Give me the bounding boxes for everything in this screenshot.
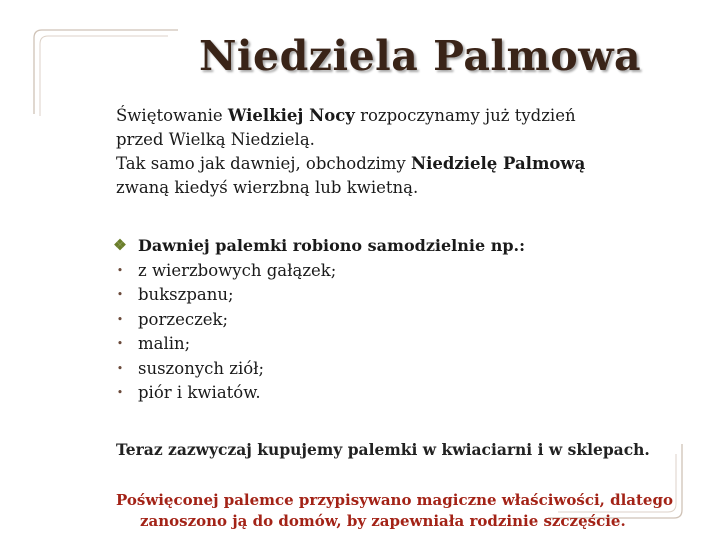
list-item-text: z wierzbowych gałązek; bbox=[138, 260, 337, 280]
intro-bold-text: Niedzielę Palmową bbox=[410, 154, 586, 173]
dot-bullet-icon: • bbox=[116, 263, 124, 277]
intro-line-1 bbox=[116, 104, 676, 128]
intro-bold-text: Wielkiej Nocy bbox=[227, 106, 355, 125]
list-item bbox=[112, 308, 672, 333]
intro-line-3 bbox=[116, 152, 676, 176]
list-item-text: bukszpanu; bbox=[138, 285, 234, 304]
intro-text: rozpoczynamy już tydzień bbox=[354, 106, 576, 125]
intro-line-2: przed Wielką Niedzielą. bbox=[116, 130, 315, 149]
intro-text: Tak samo jak dawniej, obchodzimy bbox=[116, 154, 411, 173]
dot-bullet-icon: • bbox=[116, 312, 124, 326]
list-item-text: piór i kwiatów. bbox=[138, 383, 261, 402]
dot-bullet-icon: • bbox=[116, 288, 124, 301]
modern-note: Teraz zazwyczaj kupujemy palemki w kwiaciarni i w sklepach. bbox=[116, 440, 650, 459]
list-item-text: porzeczek; bbox=[138, 309, 229, 329]
list-heading bbox=[112, 234, 672, 259]
blessing-note bbox=[116, 490, 682, 532]
palm-materials-list bbox=[112, 234, 672, 406]
list-item bbox=[112, 259, 672, 284]
diamond-bullet-icon: ❖ bbox=[113, 236, 127, 254]
list-item bbox=[112, 332, 672, 357]
list-item-text: malin; bbox=[138, 334, 191, 353]
dot-bullet-icon: • bbox=[116, 337, 124, 350]
blessing-note-line-2: zanoszono ją do domów, by zapewniała rodzinie szczęście. bbox=[140, 512, 626, 530]
list-item bbox=[112, 357, 672, 382]
dot-bullet-icon: • bbox=[116, 361, 124, 375]
list-item-text: suszonych ziół; bbox=[138, 358, 265, 378]
blessing-note-line-1: Poświęconej palemce przypisywano magiczne właściwości, dlatego bbox=[116, 491, 673, 509]
page-title: Niedziela Palmowa bbox=[198, 32, 642, 80]
intro-paragraph bbox=[116, 104, 676, 200]
list-heading-text: Dawniej palemki robiono samodzielnie np.: bbox=[138, 236, 525, 255]
dot-bullet-icon: • bbox=[116, 386, 124, 399]
list-item bbox=[112, 381, 672, 406]
list-item bbox=[112, 283, 672, 308]
intro-line-4: zwaną kiedyś wierzbną lub kwietną. bbox=[116, 178, 419, 197]
intro-text: Świętowanie bbox=[116, 106, 228, 125]
